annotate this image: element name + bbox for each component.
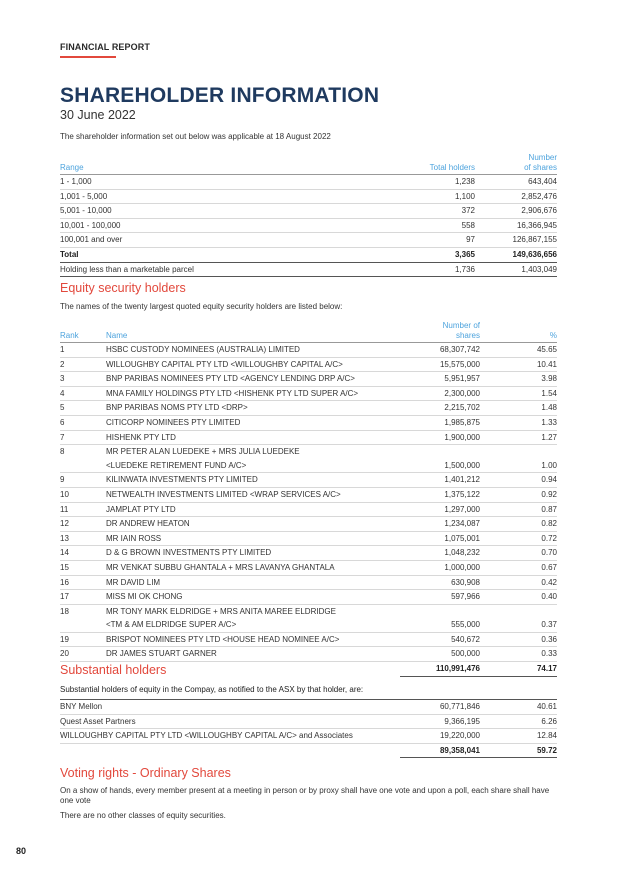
shares-cell: 1,375,122	[400, 487, 480, 502]
holder-name-cell: BNY Mellon	[60, 700, 400, 715]
rank-cell: 3	[60, 372, 106, 387]
shares-cell: 60,771,846	[400, 700, 480, 715]
total-row	[60, 247, 557, 262]
parcel-label: Holding less than a marketable parcel	[60, 262, 360, 277]
other-classes-text: There are no other classes of equity securities.	[60, 811, 226, 820]
percent-cell: 1.54	[480, 386, 557, 401]
percent-cell: 12.84	[480, 729, 557, 744]
section-underline	[60, 56, 116, 58]
col-total-holders: Total holders	[360, 151, 475, 175]
percent-cell: 1.27	[480, 430, 557, 445]
shares-cell: 2,300,000	[400, 386, 480, 401]
table-row	[60, 218, 557, 233]
percent-cell: 6.26	[480, 714, 557, 729]
shares-cell: 643,404	[475, 175, 557, 190]
percent-cell: 0.42	[480, 575, 557, 590]
rank-cell: 8	[60, 445, 106, 473]
holder-name-cell: MNA FAMILY HOLDINGS PTY LTD <HISHENK PTY LTD SUPER A/C>	[106, 386, 400, 401]
shares-cell: 9,366,195	[400, 714, 480, 729]
table-row	[60, 233, 557, 248]
col-number-of-shares: Number of shares	[475, 151, 557, 175]
rank-cell: 5	[60, 401, 106, 416]
table-row	[60, 401, 557, 416]
percent-cell: 0.87	[480, 502, 557, 517]
shares-cell: 2,906,676	[475, 204, 557, 219]
holder-name-cell: NETWEALTH INVESTMENTS LIMITED <WRAP SERVICES A/C>	[106, 487, 400, 502]
blank-cell	[60, 743, 400, 758]
range-cell: 1 - 1,000	[60, 175, 360, 190]
percent-cell: 0.36	[480, 632, 557, 647]
table-row	[60, 531, 557, 546]
holders-cell: 97	[360, 233, 475, 248]
shares-cell: 5,951,957	[400, 372, 480, 387]
table-row	[60, 415, 557, 430]
shares-cell: 1,075,001	[400, 531, 480, 546]
percent-cell: 10.41	[480, 357, 557, 372]
total-holders: 3,365	[360, 247, 475, 262]
table-row	[60, 175, 557, 190]
percent-cell: 45.65	[480, 343, 557, 358]
percent-cell: 3.98	[480, 372, 557, 387]
holder-name-cell: MR IAIN ROSS	[106, 531, 400, 546]
total-label: Total	[60, 247, 360, 262]
table-row	[60, 502, 557, 517]
total-percent: 74.17	[480, 662, 557, 677]
shares-cell: 1,401,212	[400, 473, 480, 488]
shares-cell: 500,000	[400, 647, 480, 662]
holder-name-cell: WILLOUGHBY CAPITAL PTY LTD <WILLOUGHBY CAPITAL A/C>	[106, 357, 400, 372]
rank-cell: 10	[60, 487, 106, 502]
rank-cell: 6	[60, 415, 106, 430]
holder-name-cell: MR PETER ALAN LUEDEKE + MRS JULIA LUEDEKE <LUEDEKE RETIREMENT FUND A/C>	[106, 445, 400, 473]
substantial-table	[60, 699, 557, 758]
shares-cell: 1,000,000	[400, 560, 480, 575]
shares-cell: 16,366,945	[475, 218, 557, 233]
rank-cell: 7	[60, 430, 106, 445]
equity-heading: Equity security holders	[60, 281, 186, 295]
percent-cell: 0.70	[480, 546, 557, 561]
holder-name-cell: MR DAVID LIM	[106, 575, 400, 590]
range-cell: 5,001 - 10,000	[60, 204, 360, 219]
table-row	[60, 546, 557, 561]
holder-name-cell: CITICORP NOMINEES PTY LIMITED	[106, 415, 400, 430]
shares-cell: 2,215,702	[400, 401, 480, 416]
table-row	[60, 386, 557, 401]
rank-cell: 12	[60, 517, 106, 532]
table-row	[60, 445, 557, 473]
percent-cell: 0.72	[480, 531, 557, 546]
shares-cell: 555,000	[400, 604, 480, 632]
holder-name-cell: HSBC CUSTODY NOMINEES (AUSTRALIA) LIMITED	[106, 343, 400, 358]
holder-name-cell: KILINWATA INVESTMENTS PTY LIMITED	[106, 473, 400, 488]
range-cell: 100,001 and over	[60, 233, 360, 248]
parcel-holders: 1,736	[360, 262, 475, 277]
rank-cell: 4	[60, 386, 106, 401]
total-percent: 59.72	[480, 743, 557, 758]
holders-cell: 1,100	[360, 189, 475, 204]
col-percent: %	[480, 318, 557, 343]
rank-cell: 11	[60, 502, 106, 517]
percent-cell: 1.48	[480, 401, 557, 416]
rank-cell: 17	[60, 590, 106, 605]
shares-cell: 15,575,000	[400, 357, 480, 372]
holder-name-cell: BNP PARIBAS NOMINEES PTY LTD <AGENCY LENDING DRP A/C>	[106, 372, 400, 387]
shares-cell: 68,307,742	[400, 343, 480, 358]
rank-cell: 20	[60, 647, 106, 662]
rank-cell: 18	[60, 604, 106, 632]
col-range: Range	[60, 151, 360, 175]
page-title: SHAREHOLDER INFORMATION	[60, 84, 380, 107]
table-row	[60, 473, 557, 488]
rank-cell: 2	[60, 357, 106, 372]
holder-name-cell: HISHENK PTY LTD	[106, 430, 400, 445]
holder-name-cell: DR ANDREW HEATON	[106, 517, 400, 532]
holders-cell: 372	[360, 204, 475, 219]
shares-cell: 126,867,155	[475, 233, 557, 248]
page-number: 80	[16, 846, 27, 856]
holder-name-cell: BRISPOT NOMINEES PTY LTD <HOUSE HEAD NOMINEE A/C>	[106, 632, 400, 647]
percent-cell: 0.37	[480, 604, 557, 632]
percent-cell: 0.40	[480, 590, 557, 605]
holders-cell: 558	[360, 218, 475, 233]
shares-cell: 19,220,000	[400, 729, 480, 744]
table-row	[60, 729, 557, 744]
range-cell: 10,001 - 100,000	[60, 218, 360, 233]
rank-cell: 19	[60, 632, 106, 647]
table-row	[60, 604, 557, 632]
table-row	[60, 560, 557, 575]
shares-cell: 597,966	[400, 590, 480, 605]
range-table	[60, 151, 557, 277]
parcel-shares: 1,403,049	[475, 262, 557, 277]
total-shares: 149,636,656	[475, 247, 557, 262]
rank-cell: 15	[60, 560, 106, 575]
holder-name-cell: BNP PARIBAS NOMS PTY LTD <DRP>	[106, 401, 400, 416]
table-row	[60, 575, 557, 590]
total-shares: 110,991,476	[400, 662, 480, 677]
table-row	[60, 647, 557, 662]
table-row	[60, 204, 557, 219]
percent-cell: 1.33	[480, 415, 557, 430]
table-row	[60, 487, 557, 502]
substantial-heading: Substantial holders	[60, 663, 167, 677]
percent-cell: 0.82	[480, 517, 557, 532]
rank-cell: 9	[60, 473, 106, 488]
col-rank: Rank	[60, 318, 106, 343]
equity-intro: The names of the twenty largest quoted equity security holders are listed below:	[60, 302, 343, 311]
holder-name-cell: MR TONY MARK ELDRIDGE + MRS ANITA MAREE ELDRIDGE <TM & AM ELDRIDGE SUPER A/C>	[106, 604, 400, 632]
shares-cell: 540,672	[400, 632, 480, 647]
percent-cell: 40.61	[480, 700, 557, 715]
parcel-row	[60, 262, 557, 277]
section-label: FINANCIAL REPORT	[60, 42, 150, 52]
percent-cell: 0.67	[480, 560, 557, 575]
shares-cell: 1,900,000	[400, 430, 480, 445]
percent-cell: 1.00	[480, 445, 557, 473]
shares-cell: 630,908	[400, 575, 480, 590]
table-row	[60, 189, 557, 204]
substantial-intro: Substantial holders of equity in the Compay, as notified to the ASX by that holder, are:	[60, 685, 364, 694]
table-row	[60, 357, 557, 372]
table-row	[60, 372, 557, 387]
total-shares: 89,358,041	[400, 743, 480, 758]
holder-name-cell: JAMPLAT PTY LTD	[106, 502, 400, 517]
table-row	[60, 517, 557, 532]
percent-cell: 0.94	[480, 473, 557, 488]
holder-name-cell: MR VENKAT SUBBU GHANTALA + MRS LAVANYA GHANTALA	[106, 560, 400, 575]
page-date: 30 June 2022	[60, 108, 136, 122]
rank-cell: 16	[60, 575, 106, 590]
col-number-of-shares: Number of shares	[400, 318, 480, 343]
shares-cell: 1,297,000	[400, 502, 480, 517]
holder-name-cell: DR JAMES STUART GARNER	[106, 647, 400, 662]
table-row	[60, 590, 557, 605]
voting-heading: Voting rights - Ordinary Shares	[60, 766, 231, 780]
holder-name-cell: Quest Asset Partners	[60, 714, 400, 729]
table-row	[60, 714, 557, 729]
shares-cell: 1,985,875	[400, 415, 480, 430]
total-row	[60, 743, 557, 758]
holder-name-cell: WILLOUGHBY CAPITAL PTY LTD <WILLOUGHBY CAPITAL A/C> and Associates	[60, 729, 400, 744]
rank-cell: 13	[60, 531, 106, 546]
intro-text: The shareholder information set out below was applicable at 18 August 2022	[60, 132, 331, 141]
holders-cell: 1,238	[360, 175, 475, 190]
voting-text: On a show of hands, every member present at a meeting in person or by proxy shall have one vote and upon a poll, each share shall have one vote	[60, 786, 550, 805]
holder-name-cell: MISS MI OK CHONG	[106, 590, 400, 605]
percent-cell: 0.33	[480, 647, 557, 662]
shares-cell: 2,852,476	[475, 189, 557, 204]
col-name: Name	[106, 318, 400, 343]
table-row	[60, 632, 557, 647]
table-row	[60, 700, 557, 715]
table-row	[60, 343, 557, 358]
rank-cell: 14	[60, 546, 106, 561]
rank-cell: 1	[60, 343, 106, 358]
shares-cell: 1,500,000	[400, 445, 480, 473]
shares-cell: 1,048,232	[400, 546, 480, 561]
holder-name-cell: D & G BROWN INVESTMENTS PTY LIMITED	[106, 546, 400, 561]
percent-cell: 0.92	[480, 487, 557, 502]
top-holders-table	[60, 318, 557, 677]
table-row	[60, 430, 557, 445]
shares-cell: 1,234,087	[400, 517, 480, 532]
range-cell: 1,001 - 5,000	[60, 189, 360, 204]
